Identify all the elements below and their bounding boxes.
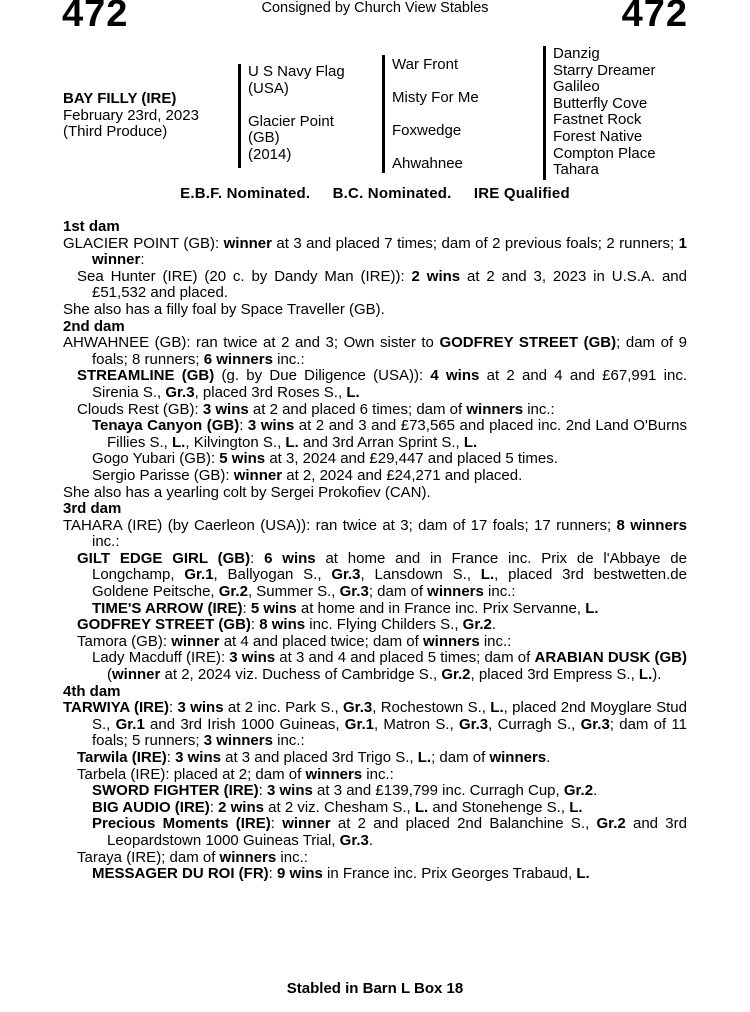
entry-line (63, 650, 687, 683)
bold-text: TIME'S ARROW (IRE) (92, 599, 243, 617)
text: , Kilvington S., (185, 433, 286, 451)
bold-text: winners (422, 632, 480, 650)
text: at 3 and £139,799 inc. Curragh Cup, (312, 782, 564, 800)
text: at 3 and placed 3rd Trigo S., (220, 749, 418, 766)
grandparent: Misty For Me (392, 88, 479, 106)
text: : (258, 782, 267, 800)
bold-text: BIG AUDIO (IRE) (92, 798, 210, 816)
stabled-location: Stabled in Barn L Box 18 (286, 980, 464, 997)
entry-line (63, 269, 687, 302)
bold-text: L. (417, 749, 432, 766)
text: , Lansdown S., (360, 566, 481, 584)
entry-line (63, 335, 687, 368)
bold-text: winners (219, 848, 277, 866)
text: at 2 inc. Park S., (223, 699, 344, 717)
great-grandparent: Starry Dreamer (553, 61, 656, 79)
text: Gogo Yubari (GB): (92, 450, 220, 468)
bold-text: Gr.1 (184, 566, 214, 584)
bold-text: Gr.3 (339, 831, 369, 849)
bold-text: 2 wins (218, 798, 264, 816)
entry-line (63, 368, 687, 401)
entry-line (63, 418, 687, 451)
text: at 2 and 3 and £73,565 and placed inc. 2nd Land O'Burns Fillies S., (107, 417, 687, 451)
bold-text: GILT EDGE GIRL (GB) (77, 549, 251, 567)
text: , placed 3rd Roses S., (194, 383, 347, 401)
text: at 2, 2024 viz. Duchess of Cambridge S., (160, 666, 442, 684)
text: and 3rd Arran Sprint S., (298, 433, 464, 451)
text: . (491, 616, 497, 634)
text: TAHARA (IRE) (by Caerleon (USA)): ran twice at 3; dam of 17 foals; 17 runners; (63, 516, 617, 534)
entry-line (63, 451, 687, 468)
text: : (250, 616, 260, 634)
bold-text: Gr.2 (441, 666, 471, 684)
text: , Summer S., (247, 583, 340, 601)
bold-text: Gr.1 (115, 715, 145, 733)
bold-text: L. (638, 666, 653, 684)
text: at 2 and 3, 2023 in U.S.A. and £51,532 and placed. (92, 267, 687, 302)
text: at 3, 2024 and £29,447 and placed 5 times. (265, 450, 558, 468)
nominations (0, 186, 750, 203)
lot-number-right: 472 (621, 0, 688, 35)
text: ( (107, 666, 112, 684)
section-lines (63, 335, 687, 501)
text: She also has a filly foal by Space Traveller (GB). (63, 300, 385, 318)
text: , Matron S., (373, 715, 459, 733)
text: ). (652, 666, 662, 684)
horse-description: BAY FILLY (IRE) (63, 90, 177, 107)
bold-text: Gr.3 (580, 715, 610, 733)
bold-text: Tenaya Canyon (GB) (92, 417, 240, 435)
text: ; dam of 9 foals; 8 runners; (92, 334, 687, 368)
pedigree-grandparents (382, 55, 479, 173)
entry-line (63, 850, 687, 867)
text: inc.: (92, 533, 120, 551)
bold-text: winner (223, 234, 272, 252)
entry-line (63, 800, 687, 817)
text: inc.: (362, 765, 394, 783)
entry-line (63, 700, 687, 750)
bold-text: 6 winners (203, 350, 273, 368)
text: Tamora (GB): (77, 632, 172, 650)
section-dam4 (63, 684, 687, 883)
bold-text: L. (480, 566, 495, 584)
bold-text: L. (463, 433, 478, 451)
entry-line (63, 236, 687, 269)
bold-text: L. (569, 798, 583, 816)
text: She also has a yearling colt by Sergei Prokofiev (CAN). (63, 483, 431, 501)
bold-text: winner (112, 666, 161, 684)
bold-text: winners (427, 583, 484, 601)
grandparent: War Front (392, 56, 459, 73)
bold-text: 3 wins (175, 749, 221, 766)
bold-text: Gr.2 (218, 583, 248, 601)
text: . (368, 831, 374, 849)
text: Sea Hunter (IRE) (20 c. by Dandy Man (IRE)): (77, 267, 412, 285)
bold-text: SWORD FIGHTER (IRE) (92, 782, 259, 800)
bold-text: winner (233, 466, 283, 484)
text: , Curragh S., (488, 715, 581, 733)
text: ; dam of 11 foals; 5 runners; (92, 715, 687, 750)
bold-text: 3 winners (203, 732, 273, 750)
section-lines (63, 518, 687, 684)
great-grandparent: Forest Native (553, 127, 643, 145)
section-lines (63, 236, 687, 319)
bold-text: 4 wins (430, 367, 480, 385)
bold-text: TARWIYA (IRE) (63, 699, 170, 717)
bold-text: 8 wins (259, 616, 306, 634)
great-grandparent: Compton Place (553, 144, 656, 162)
bold-text: 2 wins (411, 267, 461, 285)
bold-text: Gr.3 (458, 715, 489, 733)
bold-text: 9 wins (277, 865, 323, 883)
bold-text: L. (285, 433, 299, 451)
entry-line (63, 551, 687, 601)
bold-text: L. (585, 599, 599, 617)
grandparent: Foxwedge (392, 122, 462, 140)
entry-line (63, 302, 687, 319)
text: : (239, 417, 248, 435)
pedigree-great-grandparents (543, 46, 656, 180)
text: inc.: (272, 350, 305, 368)
entry-line (63, 468, 687, 485)
text: : (140, 251, 145, 269)
dam-name: Glacier Point (248, 112, 334, 130)
bold-text: Tarwila (IRE) (77, 749, 167, 766)
bold-text: Gr.3 (331, 566, 361, 584)
bold-text: Gr.1 (344, 715, 374, 733)
text: : (242, 599, 251, 617)
bold-text: 5 wins (219, 450, 266, 468)
bold-text: Gr.2 (462, 616, 492, 634)
text: , placed 3rd Empress S., (470, 666, 639, 684)
bold-text: Gr.2 (596, 815, 626, 833)
bold-text: L. (172, 433, 186, 451)
dam-origin: (GB) (248, 129, 280, 147)
section-heading: 3rd dam (63, 500, 122, 518)
text: inc.: (272, 732, 305, 750)
bold-text: 3 wins (229, 649, 276, 667)
text: ; dam of (368, 583, 428, 601)
grandparent: Ahwahnee (392, 154, 463, 172)
section-dam2 (63, 319, 687, 502)
entry-line (63, 866, 687, 883)
text: : (250, 549, 265, 567)
text: : (166, 749, 176, 766)
text: at 3 and placed 7 times; dam of 2 previous foals; 2 runners; (271, 234, 679, 252)
text: Sergio Parisse (GB): (92, 466, 234, 484)
bold-text: winner (282, 815, 331, 833)
entry-line (63, 634, 687, 651)
entry-line (63, 750, 687, 767)
consignor: Consigned by Church View Stables (261, 0, 489, 16)
text: inc. Flying Childers S., (305, 616, 463, 634)
text: at 3 and 4 and placed 5 times; dam of (275, 649, 535, 667)
text: at home and in France inc. Prix de l'Abbaye de Longchamp, (92, 549, 687, 584)
text: (g. by Due Diligence (USA)): (214, 367, 431, 385)
text: inc.: (523, 400, 555, 418)
entry-line (63, 518, 687, 551)
text: : (209, 798, 219, 816)
text: GLACIER POINT (GB): (63, 234, 224, 252)
bold-text: L. (490, 699, 504, 717)
text: , Ballyogan S., (213, 566, 332, 584)
section-lines (63, 700, 687, 883)
text: , placed 2nd Moyglare Stud S., (92, 699, 687, 733)
bold-text: 6 wins (264, 549, 316, 567)
bold-text: STREAMLINE (GB) (77, 367, 215, 385)
sire-origin: (USA) (248, 79, 289, 97)
ire-qualified: IRE Qualified (473, 185, 570, 202)
bc-nomination: B.C. Nominated. (332, 185, 452, 202)
section-dam1 (63, 219, 687, 319)
bold-text: 3 wins (202, 400, 249, 418)
bold-text: GODFREY STREET (GB) (77, 616, 251, 634)
bold-text: 8 winners (616, 516, 687, 534)
produce-note: (Third Produce) (63, 123, 168, 141)
section-heading: 4th dam (63, 682, 121, 700)
entry-line (63, 617, 687, 634)
foaling-date: February 23rd, 2023 (63, 106, 199, 124)
bold-text: MESSAGER DU ROI (FR) (92, 865, 269, 883)
bold-text: 3 wins (247, 417, 295, 435)
text: Lady Macduff (IRE): (92, 649, 230, 667)
text: : (169, 699, 178, 717)
great-grandparent: Butterfly Cove (553, 94, 648, 112)
bold-text: 3 wins (177, 699, 224, 717)
text: Tarbela (IRE): placed at 2; dam of (77, 765, 306, 783)
bold-text: Gr.3 (339, 583, 369, 601)
text: at 2 and placed 6 times; dam of (248, 400, 467, 418)
ebf-nomination: E.B.F. Nominated. (180, 185, 311, 202)
text: : (268, 865, 278, 883)
bold-text: Gr.3 (165, 383, 195, 401)
bold-text: L. (414, 798, 429, 816)
bold-text: 1 winner (92, 234, 687, 269)
text: inc.: (276, 848, 308, 866)
entry-line (63, 485, 687, 502)
section-heading: 2nd dam (63, 317, 125, 335)
great-grandparent: Tahara (553, 161, 599, 179)
bold-text: winners (305, 765, 363, 783)
bold-text: 5 wins (250, 599, 297, 617)
text: inc.: (483, 583, 516, 601)
bold-text: L. (576, 865, 590, 883)
entry-line (63, 601, 687, 618)
text: at 4 and placed twice; dam of (219, 632, 423, 650)
bold-text: 3 wins (267, 782, 313, 800)
text: at home and in France inc. Prix Servanne, (296, 599, 586, 617)
section-dam3 (63, 501, 687, 684)
bold-text: winner (171, 632, 220, 650)
bold-text: ARABIAN DUSK (GB) (534, 649, 687, 667)
entry-line (63, 816, 687, 849)
sire-name: U S Navy Flag (248, 63, 345, 80)
horse-info (63, 91, 199, 141)
text: AHWAHNEE (GB): ran twice at 2 and 3; Own sister to (63, 334, 440, 352)
entry-line (63, 767, 687, 784)
bold-text: Gr.3 (343, 699, 373, 717)
text: at 2, 2024 and £24,271 and placed. (282, 466, 523, 484)
text: . (593, 782, 598, 800)
text: . (546, 749, 551, 766)
dam-year: (2014) (248, 145, 292, 163)
entry-line (63, 783, 687, 800)
bold-text: winners (489, 749, 547, 766)
text: in France inc. Prix Georges Trabaud, (322, 865, 577, 883)
text: at 2 viz. Chesham S., (263, 798, 415, 816)
catalogue-body (63, 219, 687, 883)
section-heading: 1st dam (63, 218, 120, 235)
pedigree-parents (238, 64, 345, 168)
text: inc.: (479, 632, 512, 650)
text: and 3rd Irish 1000 Guineas, (144, 715, 345, 733)
bold-text: Gr.2 (563, 782, 594, 800)
text: and Stonehenge S., (428, 798, 570, 816)
text: at 2 and 4 and £67,991 inc. Sirenia S., (92, 367, 687, 401)
text: : (270, 815, 283, 833)
bold-text: Precious Moments (IRE) (92, 815, 271, 833)
bold-text: GODFREY STREET (GB) (439, 334, 617, 352)
bold-text: winners (466, 400, 524, 418)
text: , Rochestown S., (372, 699, 491, 717)
lot-number-left: 472 (62, 0, 129, 35)
text: ; dam of (431, 749, 490, 766)
great-grandparent: Danzig (553, 45, 600, 62)
text: and 3rd Leopardstown 1000 Guineas Trial, (107, 815, 687, 849)
text: at 2 and placed 2nd Balanchine S., (330, 815, 597, 833)
great-grandparent: Galileo (553, 78, 600, 96)
text: , placed 3rd bestwetten.de Goldene Peitsche, (92, 566, 687, 601)
bold-text: L. (346, 383, 360, 401)
entry-line (63, 402, 687, 419)
text: Clouds Rest (GB): (77, 400, 203, 418)
text: Taraya (IRE); dam of (77, 848, 220, 866)
great-grandparent: Fastnet Rock (553, 111, 642, 129)
